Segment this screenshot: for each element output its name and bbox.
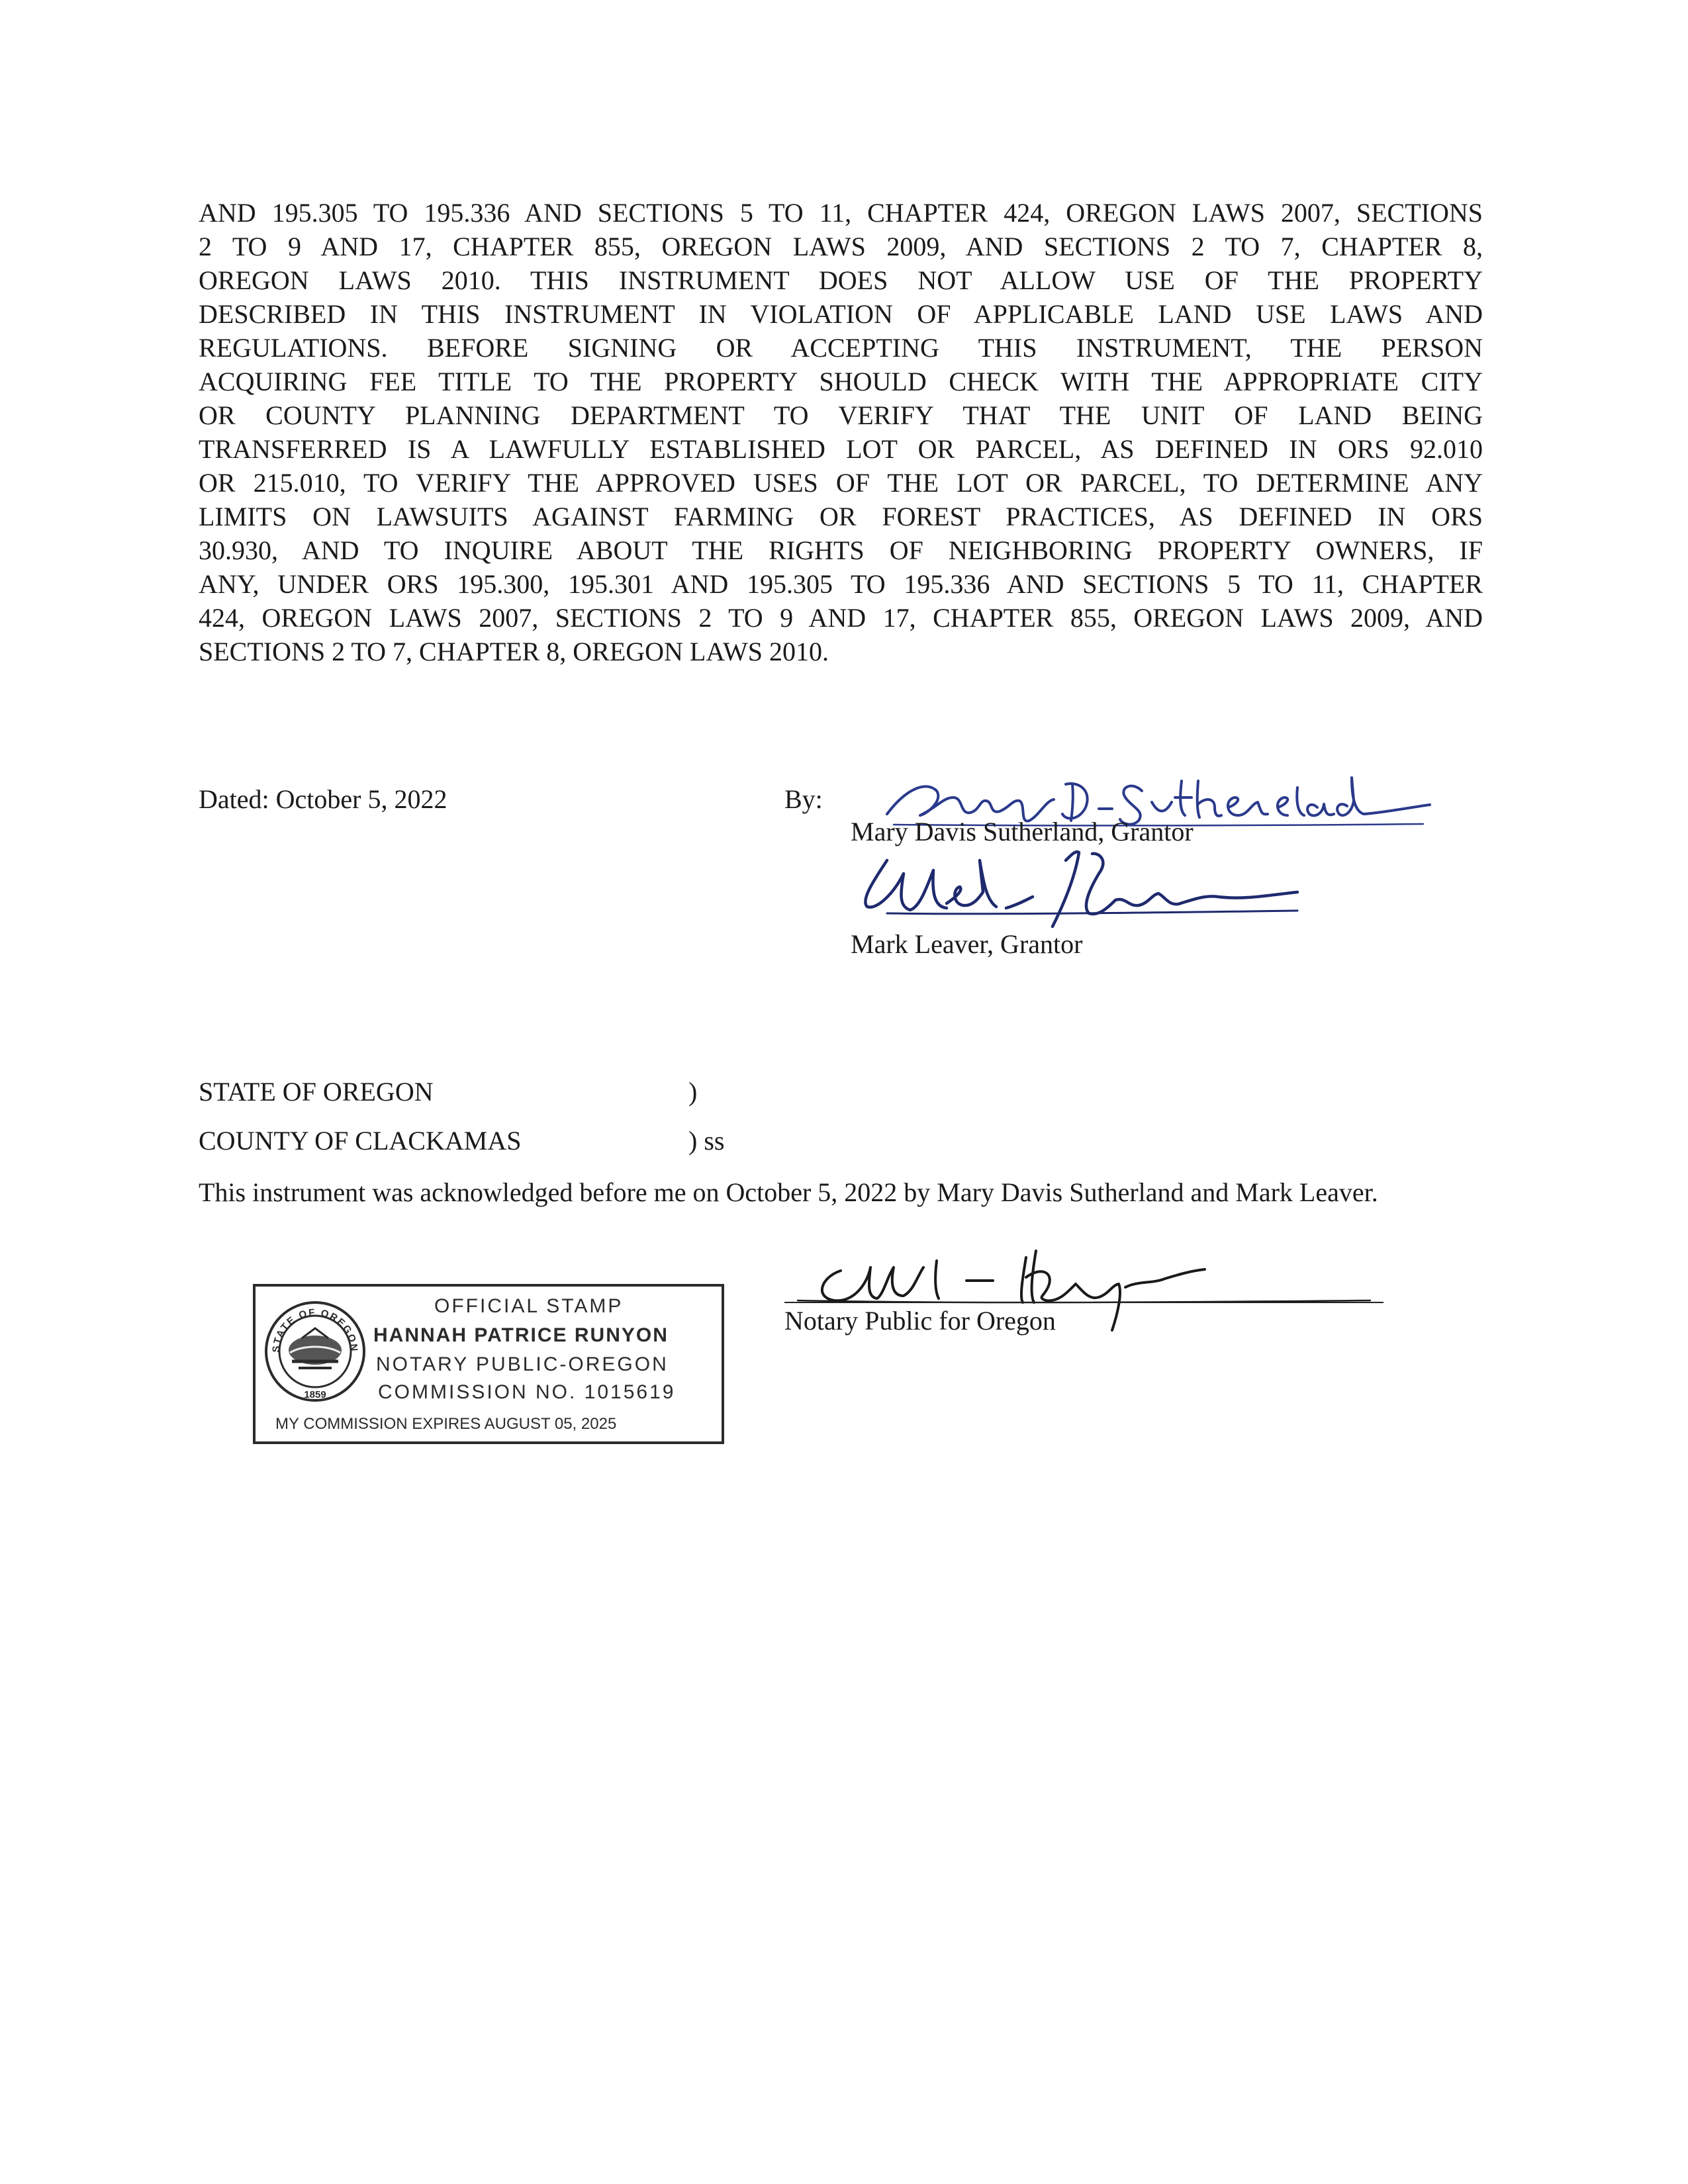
- body-line: OR COUNTY PLANNING DEPARTMENT TO VERIFY THAT THE UNIT OF LAND BEING: [199, 400, 1483, 430]
- venue-county: COUNTY OF CLACKAMAS: [199, 1126, 522, 1156]
- stamp-line-commission: COMMISSION NO. 1015619: [378, 1381, 676, 1403]
- seal-year: 1859: [304, 1389, 326, 1400]
- body-line-last: SECTIONS 2 TO 7, CHAPTER 8, OREGON LAWS 2010.: [199, 637, 829, 666]
- stamp-line-expires: MY COMMISSION EXPIRES AUGUST 05, 2025: [275, 1415, 617, 1433]
- body-line: 30.930, AND TO INQUIRE ABOUT THE RIGHTS OF NEIGHBORING PROPERTY OWNERS, IF: [199, 535, 1483, 565]
- mark-leaver-signature: [847, 834, 1350, 940]
- body-line: AND 195.305 TO 195.336 AND SECTIONS 5 TO 11, CHAPTER 424, OREGON LAWS 2007, SECTIONS: [199, 198, 1483, 228]
- signer2-name-title: Mark Leaver, Grantor: [851, 929, 1083, 959]
- venue-county-paren: ) ss: [688, 1126, 725, 1156]
- body-line: 424, OREGON LAWS 2007, SECTIONS 2 TO 9 AND 17, CHAPTER 855, OREGON LAWS 2009, AND: [199, 603, 1483, 633]
- seal-text-top: STATE OF OREGON: [270, 1306, 360, 1353]
- venue-state: STATE OF OREGON: [199, 1077, 434, 1107]
- stamp-line-notary: NOTARY PUBLIC-OREGON: [376, 1353, 669, 1375]
- signer1-name-title: Mary Davis Sutherland, Grantor: [851, 817, 1194, 846]
- body-line: ACQUIRING FEE TITLE TO THE PROPERTY SHOULD CHECK WITH THE APPROPRIATE CITY: [199, 367, 1483, 396]
- notary-signature-line: [784, 1302, 1383, 1303]
- body-line: LIMITS ON LAWSUITS AGAINST FARMING OR FOREST PRACTICES, AS DEFINED IN ORS: [199, 502, 1483, 531]
- body-line: 2 TO 9 AND 17, CHAPTER 855, OREGON LAWS 2009, AND SECTIONS 2 TO 7, CHAPTER 8,: [199, 232, 1483, 261]
- by-label: By:: [784, 784, 823, 814]
- body-line: DESCRIBED IN THIS INSTRUMENT IN VIOLATION OF APPLICABLE LAND USE LAWS AND: [199, 299, 1483, 329]
- notary-line-label: Notary Public for Oregon: [784, 1306, 1056, 1336]
- body-line: TRANSFERRED IS A LAWFULLY ESTABLISHED LOT OR PARCEL, AS DEFINED IN ORS 92.010: [199, 434, 1483, 464]
- acknowledgment-text: This instrument was acknowledged before me on October 5, 2022 by Mary Davis Sutherland and Mark Leaver.: [199, 1177, 1378, 1207]
- body-line: OR 215.010, TO VERIFY THE APPROVED USES OF THE LOT OR PARCEL, TO DETERMINE ANY: [199, 468, 1483, 498]
- body-line: REGULATIONS. BEFORE SIGNING OR ACCEPTING THIS INSTRUMENT, THE PERSON: [199, 333, 1483, 363]
- stamp-line-official: OFFICIAL STAMP: [434, 1295, 624, 1317]
- official-stamp: [253, 1284, 724, 1444]
- venue-state-paren: ): [688, 1077, 698, 1107]
- body-line: ANY, UNDER ORS 195.300, 195.301 AND 195.305 TO 195.336 AND SECTIONS 5 TO 11, CHAPTER: [199, 569, 1483, 599]
- oregon-state-seal-icon: [262, 1298, 368, 1404]
- stamp-line-name: HANNAH PATRICE RUNYON: [373, 1324, 669, 1346]
- body-line: OREGON LAWS 2010. THIS INSTRUMENT DOES NOT ALLOW USE OF THE PROPERTY: [199, 265, 1483, 295]
- dated-label: Dated: October 5, 2022: [199, 784, 447, 814]
